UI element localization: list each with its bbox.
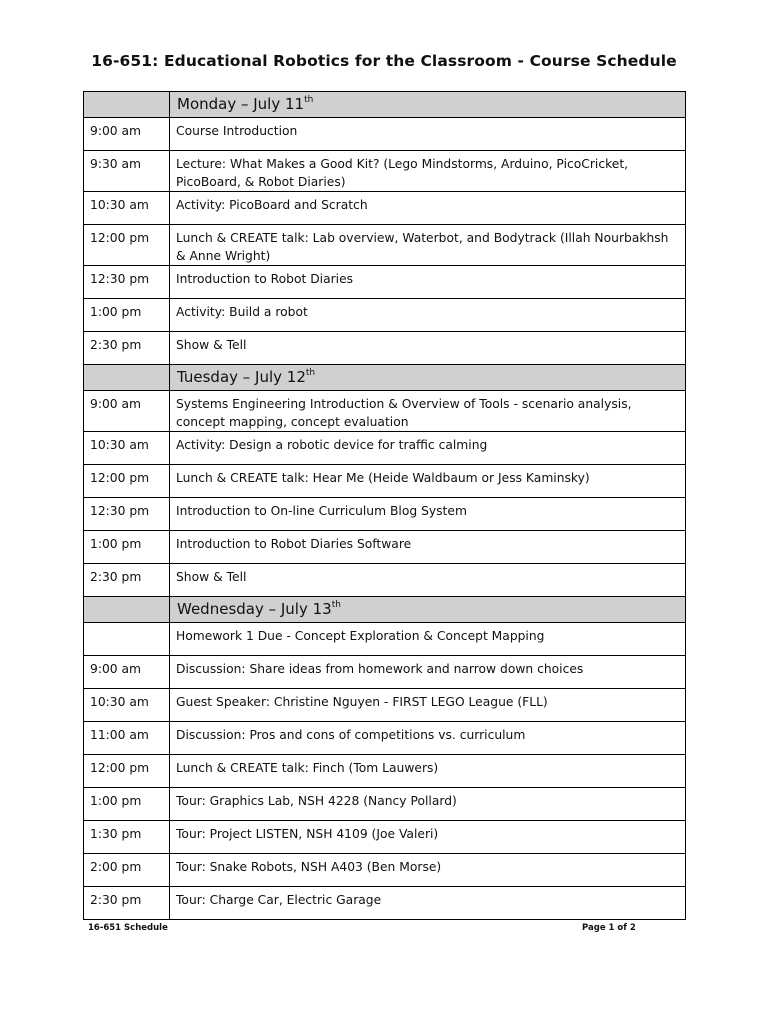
day-header-blank: [84, 365, 170, 391]
day-header-monday: [84, 92, 686, 118]
time-cell: 11:00 am: [84, 722, 170, 755]
table-row: [84, 332, 686, 365]
time-cell: 10:30 am: [84, 689, 170, 722]
day-label-sup: th: [331, 599, 341, 610]
day-label-text: Monday – July 11: [177, 94, 305, 113]
day-label-sup: th: [304, 94, 314, 105]
time-cell: 9:00 am: [84, 656, 170, 689]
activity-cell: Tour: Snake Robots, NSH A403 (Ben Morse): [170, 854, 686, 887]
time-cell: 9:30 am: [84, 151, 170, 192]
table-row: [84, 689, 686, 722]
time-cell: 12:00 pm: [84, 755, 170, 788]
activity-cell: Activity: Build a robot: [170, 299, 686, 332]
day-header-blank: [84, 92, 170, 118]
table-row: [84, 118, 686, 151]
activity-cell: Lunch & CREATE talk: Finch (Tom Lauwers): [170, 755, 686, 788]
activity-cell: Introduction to Robot Diaries: [170, 266, 686, 299]
day-header-wednesday: [84, 597, 686, 623]
footer-doc-name: 16-651 Schedule: [88, 923, 168, 933]
activity-cell: Activity: PicoBoard and Scratch: [170, 192, 686, 225]
activity-cell: Discussion: Pros and cons of competitions vs. curriculum: [170, 722, 686, 755]
table-row: [84, 151, 686, 192]
activity-cell: Course Introduction: [170, 118, 686, 151]
table-row: [84, 432, 686, 465]
time-cell: 12:30 pm: [84, 266, 170, 299]
activity-cell: Lecture: What Makes a Good Kit? (Lego Mindstorms, Arduino, PicoCricket, PicoBoard, & Robot Diaries): [170, 151, 686, 192]
day-label: [170, 597, 686, 623]
day-label-sup: th: [305, 367, 316, 378]
table-row: [84, 225, 686, 266]
table-row: [84, 821, 686, 854]
time-cell: 10:30 am: [84, 432, 170, 465]
time-cell: 12:00 pm: [84, 225, 170, 266]
activity-cell: Introduction to Robot Diaries Software: [170, 531, 686, 564]
day-header-blank: [84, 597, 170, 623]
table-row: [84, 788, 686, 821]
time-cell: 9:00 am: [84, 391, 170, 432]
table-row: [84, 299, 686, 332]
activity-cell: Activity: Design a robotic device for traffic calming: [170, 432, 686, 465]
time-cell: 1:00 pm: [84, 299, 170, 332]
table-row: [84, 465, 686, 498]
activity-cell: Lunch & CREATE talk: Hear Me (Heide Waldbaum or Jess Kaminsky): [170, 465, 686, 498]
time-cell: 2:30 pm: [84, 332, 170, 365]
activity-cell: Introduction to On-line Curriculum Blog System: [170, 498, 686, 531]
table-row: [84, 887, 686, 920]
activity-cell: Show & Tell: [170, 332, 686, 365]
time-cell: 1:00 pm: [84, 788, 170, 821]
activity-cell: Lunch & CREATE talk: Lab overview, Waterbot, and Bodytrack (Illah Nourbakhsh & Anne Wright): [170, 225, 686, 266]
table-row: [84, 755, 686, 788]
activity-cell: Tour: Graphics Lab, NSH 4228 (Nancy Pollard): [170, 788, 686, 821]
table-row: [84, 854, 686, 887]
table-row: [84, 623, 686, 656]
time-cell: 1:00 pm: [84, 531, 170, 564]
table-row: [84, 391, 686, 432]
table-row: [84, 498, 686, 531]
day-label-text: Wednesday – July 13: [177, 599, 332, 618]
time-cell: [84, 623, 170, 656]
activity-cell: Guest Speaker: Christine Nguyen - FIRST LEGO League (FLL): [170, 689, 686, 722]
day-label-text: Tuesday – July 12: [177, 367, 306, 386]
table-row: [84, 656, 686, 689]
time-cell: 2:30 pm: [84, 564, 170, 597]
day-label: [170, 365, 686, 391]
time-cell: 9:00 am: [84, 118, 170, 151]
table-row: [84, 722, 686, 755]
time-cell: 1:30 pm: [84, 821, 170, 854]
day-label: [170, 92, 686, 118]
footer-page-number: Page 1 of 2: [582, 923, 636, 933]
activity-cell: Systems Engineering Introduction & Overview of Tools - scenario analysis, concept mapping, concept evaluation: [170, 391, 686, 432]
table-row: [84, 266, 686, 299]
table-row: [84, 564, 686, 597]
activity-cell: Tour: Charge Car, Electric Garage: [170, 887, 686, 920]
time-cell: 12:30 pm: [84, 498, 170, 531]
table-row: [84, 531, 686, 564]
time-cell: 2:00 pm: [84, 854, 170, 887]
day-header-tuesday: [84, 365, 686, 391]
schedule-table: [83, 91, 686, 920]
document-title: 16-651: Educational Robotics for the Classroom - Course Schedule: [91, 52, 677, 70]
table-row: [84, 192, 686, 225]
activity-cell: Homework 1 Due - Concept Exploration & Concept Mapping: [170, 623, 686, 656]
activity-cell: Tour: Project LISTEN, NSH 4109 (Joe Valeri): [170, 821, 686, 854]
time-cell: 12:00 pm: [84, 465, 170, 498]
activity-cell: Discussion: Share ideas from homework and narrow down choices: [170, 656, 686, 689]
time-cell: 10:30 am: [84, 192, 170, 225]
time-cell: 2:30 pm: [84, 887, 170, 920]
activity-cell: Show & Tell: [170, 564, 686, 597]
